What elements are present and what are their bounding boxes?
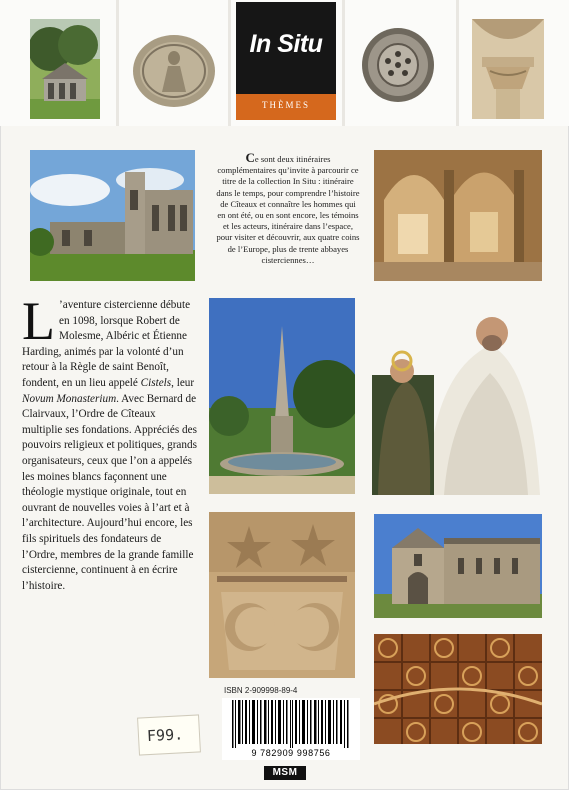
photo-cloister-fountain-art	[209, 298, 355, 494]
barcode-digits: 9 782909 998756	[222, 748, 360, 758]
photo-saint-painting	[372, 295, 542, 495]
photo-cloister-fountain	[209, 298, 355, 494]
divider	[228, 0, 231, 126]
photo-cloister-fountain-house	[30, 19, 100, 119]
series-band	[236, 94, 336, 120]
publisher-logo: MSM	[264, 766, 306, 780]
photo-carved-stone-art	[209, 512, 355, 678]
divider	[116, 0, 119, 126]
photo-romanesque-church	[374, 514, 542, 618]
blurb-initial: C	[245, 150, 255, 165]
photo-abbey-ruins-art	[30, 150, 195, 281]
photo-column-capital	[472, 19, 544, 119]
photo-romanesque-church-art	[374, 514, 542, 618]
history-part-3: . Avec Bernard de Clairvaux, l’Ordre de Cîteaux multiplie ses fondations. Appréciés des pouvoirs religieux et politiques, grands organisateurs, ceux que l’on a appelés les moines blancs façonnent une théologie mystique originale, tout en ouvrant de nouvelles voies à l’art et à l’architecture. Aujourd’hui encore, les fils spirituels des fondateurs de l’Ordre, membres de la grande famille cistercienne, continuent à en écrire l’histoire.	[22, 392, 197, 592]
photo-carved-stone	[209, 512, 355, 678]
photo-abbey-ruins	[30, 150, 195, 281]
history-part-2: , leur	[171, 376, 195, 389]
history-text	[22, 291, 198, 594]
history-novum: Novum Monasterium	[22, 392, 117, 405]
price-sticker	[137, 714, 201, 755]
photo-column-capital-art	[472, 19, 544, 119]
photo-seal-art	[132, 34, 216, 108]
series-subtitle: THÈMES	[262, 100, 310, 110]
blurb-text: e sont deux itinéraires complémentaires qu’invite à parcourir ce titre de la collection In Situ : itinéraire dans le temps, pour comprendre l’histoire de Cîteaux et connaître les hommes qui en ont été, ou en sont encore, les témoins et les acteurs, itinéraire dans l’espace, pour visiter et découvrir, aux quatre coins de l’Europe, plus de trente abbayes cisterciennes…	[216, 154, 360, 265]
price-sticker-text: F99.	[146, 725, 184, 746]
photo-saint-painting-art	[372, 295, 542, 495]
history-part-1: ’aventure cistercienne débute en 1098, lorsque Robert de Molesme, Albéric et Étienne Harding, animés par la volonté d’un retour à la Règle de saint Benoît, fondent, en un lieu appelé	[22, 299, 191, 389]
photo-abbey-nave-art	[374, 150, 542, 281]
isbn-text: ISBN 2-909998-89-4	[224, 686, 298, 695]
photo-medieval-tiles	[374, 634, 542, 744]
series-title: In Situ	[249, 30, 323, 58]
divider	[342, 0, 345, 126]
photo-abbey-nave	[374, 150, 542, 281]
photo-cloister-fountain-house-art	[30, 19, 100, 119]
barcode-bars	[222, 698, 360, 748]
photo-seal	[132, 34, 216, 108]
photo-stone-rosette	[360, 26, 436, 104]
history-cistels: Cistels	[140, 376, 172, 389]
series-logo	[236, 2, 336, 120]
drop-cap: L	[22, 291, 55, 351]
intro-blurb	[216, 152, 360, 266]
photo-stone-rosette-art	[360, 26, 436, 104]
divider	[456, 0, 459, 126]
photo-medieval-tiles-art	[374, 634, 542, 744]
